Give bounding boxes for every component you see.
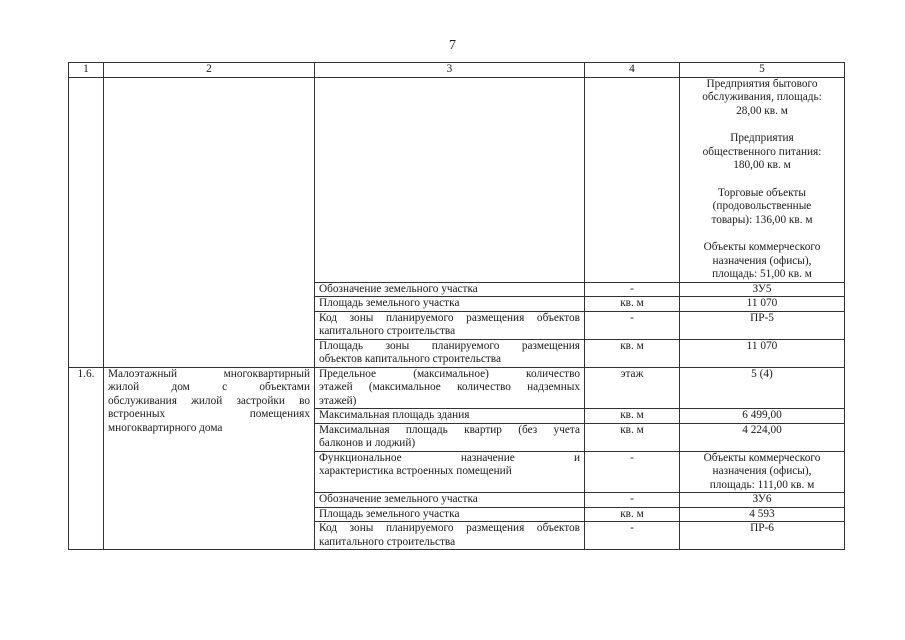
value-line: Объекты коммерческого: [703, 241, 821, 253]
cell-unit: -: [585, 451, 680, 493]
value-line: 28,00 кв. м: [736, 104, 788, 117]
value-line: 4 224,00: [742, 423, 782, 436]
value-line: назначения (офисы),: [712, 254, 812, 267]
text-line: обслуживания жилой застройки во: [108, 394, 310, 407]
text-line: характеристика встроенных помещений: [319, 465, 512, 477]
text-line: Площадь земельного участка: [319, 507, 460, 520]
text-line: Площадь зоны планируемого размещения: [319, 339, 580, 352]
value-line: ПР-5: [750, 311, 774, 324]
cell-value-objects: [680, 77, 845, 282]
value-line: 4 593: [749, 507, 775, 520]
column-number: 5: [680, 63, 845, 78]
value-line: Предприятия бытового: [706, 77, 818, 90]
value-line: Предприятия: [730, 132, 794, 144]
value-line: площадь: 51,00 кв. м: [712, 268, 812, 280]
cell-value: [680, 522, 845, 550]
value-line: ЗУ5: [752, 282, 772, 295]
text-line: Максимальная площадь здания: [319, 409, 470, 421]
column-number: 4: [585, 63, 680, 78]
value-line: товары): 136,00 кв. м: [711, 213, 813, 226]
value-line: 11 070: [746, 297, 778, 309]
cell-param: [315, 367, 585, 409]
text-line: этажей (максимальное количество надземных: [319, 381, 580, 393]
cell-unit: [585, 77, 680, 282]
text-line: Обозначение земельного участка: [319, 282, 478, 295]
text-line: Функциональное назначение и: [319, 451, 580, 464]
column-number: 3: [315, 63, 585, 78]
cell-unit: кв. м: [585, 339, 680, 367]
text-line: Площадь земельного участка: [319, 297, 460, 309]
cell-param: [315, 77, 585, 282]
cell-unit: -: [585, 522, 680, 550]
cell-value: [680, 423, 845, 451]
section-number: 1.6.: [69, 367, 104, 550]
value-line: общественного питания:: [702, 145, 822, 158]
cell-param: [315, 311, 585, 339]
column-number: 2: [104, 63, 315, 78]
value-line: площадь: 111,00 кв. м: [709, 478, 815, 491]
planning-parameters-table: [68, 62, 845, 550]
value-line: 6 499,00: [742, 409, 782, 421]
cell-unit: кв. м: [585, 423, 680, 451]
cell-param: [315, 423, 585, 451]
text-line: жилой дом с объектами: [108, 381, 310, 393]
cell-param: [315, 493, 585, 508]
text-line: многоквартирного дома: [108, 421, 223, 434]
cell-param: [315, 297, 585, 312]
cell-value: [680, 311, 845, 339]
value-line: Объекты коммерческого: [703, 451, 821, 464]
cell-name: [104, 77, 315, 367]
text-line: Максимальная площадь квартир (без учета: [319, 423, 580, 436]
page-number: 7: [449, 38, 456, 53]
cell-param: [315, 339, 585, 367]
text-line: Код зоны планируемого размещения объектов: [319, 311, 580, 324]
cell-value: [680, 451, 845, 493]
cell-value: [680, 409, 845, 424]
text-line: капитального строительства: [319, 535, 456, 548]
value-line: ЗУ6: [752, 493, 772, 505]
text-line: Предельное (максимальное) количество: [319, 367, 580, 380]
text-line: встроенных помещениях: [108, 408, 310, 420]
cell-param: [315, 451, 585, 493]
value-line: обслуживания, площадь:: [702, 91, 822, 103]
text-line: капитального строительства: [319, 325, 456, 337]
value-line: ПР-6: [750, 522, 774, 534]
cell-value: [680, 507, 845, 522]
value-line: Торговые объекты: [718, 186, 806, 199]
value-line: 180,00 кв. м: [733, 159, 791, 171]
table-row: [69, 77, 845, 282]
cell-num: [69, 77, 104, 367]
text-line: Код зоны планируемого размещения объектов: [319, 522, 580, 534]
cell-param: [315, 282, 585, 297]
table-row: [69, 367, 845, 409]
cell-unit: кв. м: [585, 297, 680, 312]
cell-unit: кв. м: [585, 409, 680, 424]
value-line: 5 (4): [751, 367, 773, 380]
cell-value: [680, 339, 845, 367]
cell-unit: -: [585, 282, 680, 297]
column-number-row: [69, 63, 845, 78]
value-line: (продовольственные: [712, 200, 812, 212]
cell-value: [680, 493, 845, 508]
cell-unit: этаж: [585, 367, 680, 409]
value-line: 11 070: [746, 339, 778, 352]
cell-value: [680, 282, 845, 297]
cell-param: [315, 409, 585, 424]
cell-unit: -: [585, 311, 680, 339]
text-line: объектов капитального строительства: [319, 353, 501, 365]
section-name: [104, 367, 315, 550]
value-line: назначения (офисы),: [712, 465, 812, 477]
cell-unit: кв. м: [585, 507, 680, 522]
cell-unit: -: [585, 493, 680, 508]
text-line: Обозначение земельного участка: [319, 493, 478, 505]
cell-param: [315, 507, 585, 522]
cell-value: [680, 297, 845, 312]
cell-param: [315, 522, 585, 550]
cell-value: [680, 367, 845, 409]
text-line: Малоэтажный многоквартирный: [108, 367, 310, 380]
text-line: балконов и лоджий): [319, 437, 416, 449]
column-number: 1: [69, 63, 104, 78]
text-line: этажей): [319, 394, 357, 407]
